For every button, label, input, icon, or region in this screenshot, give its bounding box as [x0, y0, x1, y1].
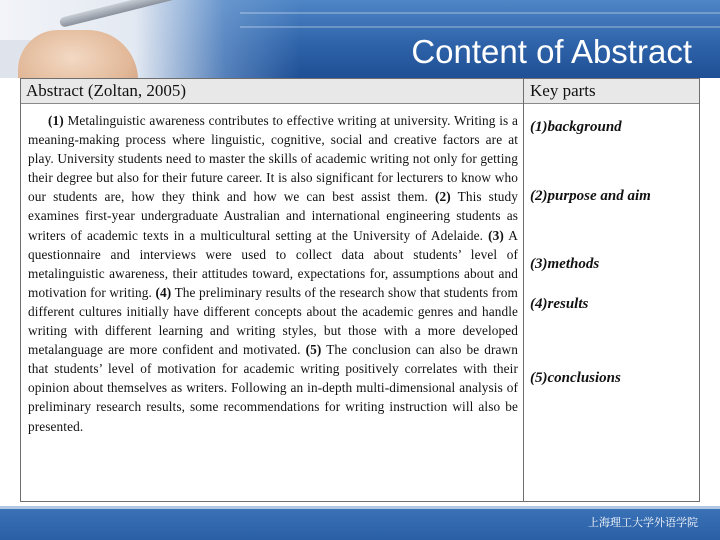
part-marker: (2)	[434, 189, 451, 205]
header-banner	[0, 0, 720, 78]
writing-hand	[18, 30, 138, 78]
part-marker: (5)	[305, 342, 322, 358]
key-part-results: (4)results	[530, 296, 589, 312]
footer-bar	[0, 506, 720, 540]
header-stripe	[240, 26, 720, 28]
key-part-methods: (3)methods	[530, 256, 600, 272]
abstract-sentence: Metalinguistic awareness contributes to effective writing at university. Writing is a meaning-making process where linguistic, cognitive, social and creative factors are at play. University students need to master the skills of academic writing not only for getting their degree but also for their future career. It is also significant for lecturers to know who our students are, how they think and how we can best assist them.	[28, 113, 518, 205]
part-marker: (3)	[488, 227, 504, 243]
part-marker: (1)	[48, 113, 64, 128]
header-stripe	[240, 12, 720, 14]
abstract-sentence: A questionnaire and interviews were used to collect data about students’ level of metalinguistic awareness, their attitudes toward, expectations for, assumptions about and motivation for writing.	[28, 227, 518, 300]
abstract-heading: Abstract (Zoltan, 2005)	[26, 81, 187, 100]
key-part-background: (1)background	[530, 119, 622, 135]
footer-divider	[0, 506, 720, 509]
slide-title: Content of Abstract	[411, 33, 692, 70]
abstract-text	[28, 111, 518, 436]
abstract-sentence: The preliminary results of the research show that students from different cultures initially have different concepts about the academic genres and handle writing with different learning and writing styles, but those with a more developed metalanguage are more confident and motivated.	[28, 284, 518, 358]
abstract-table	[20, 78, 700, 502]
abstract-sentence: This study examines first-year undergraduate Australian and international engineering students as writers of academic texts in a multicultural setting at the University of Adelaide.	[28, 189, 518, 243]
part-marker: (4)	[155, 284, 172, 300]
key-parts-heading: Key parts	[530, 81, 596, 100]
key-part-conclusions: (5)conclusions	[530, 370, 621, 386]
institution-name: 上海理工大学外语学院	[588, 516, 698, 529]
key-part-purpose: (2)purpose and aim	[530, 188, 651, 204]
abstract-sentence: The conclusion can also be drawn that students’ level of motivation for academic writing positively correlates with their opinion about themselves as writers. Following an in-depth multi-dimensional analysis of preliminary research results, some recommendations for writing instruction will also be presented.	[28, 342, 518, 434]
